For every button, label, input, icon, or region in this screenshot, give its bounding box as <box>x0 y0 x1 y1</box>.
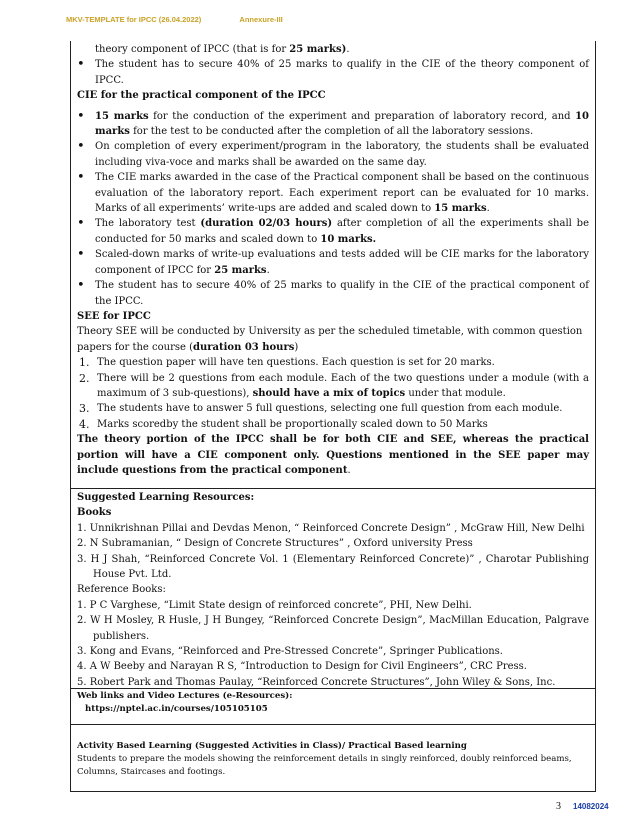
bullet-scaled-down: • Scaled-down marks of write-up evaluations and tests added will be CIE marks for the laboratory component of IPCC for 25 marks. <box>77 247 589 278</box>
bullet-continuous-eval: • The CIE marks awarded in the case of the Practical component shall be based on the continuous evaluation of the laboratory report. Each experiment report can be evaluated for 10 marks. Marks of all experiments’ write-ups are added and scaled down to 15 marks. <box>77 170 589 216</box>
ipcc-summary: The theory portion of the IPCC shall be for both CIE and SEE, whereas the practical portion will have a CIE component only. Questions mentioned in the SEE paper may include questions from the practical component. <box>77 434 589 476</box>
books-heading: Books <box>77 507 112 519</box>
web-links-title: Web links and Video Lectures (e-Resources): <box>77 691 293 701</box>
page-header <box>66 15 283 24</box>
nptel-link[interactable]: https://nptel.ac.in/courses/105105105 <box>85 704 268 714</box>
theory-cont-line: theory component of IPCC (that is for 25 marks). <box>95 44 350 55</box>
bullet-theory-qualify: • The student has to secure 40% of 25 marks to qualify in the CIE of the theory component of IPCC. <box>77 57 589 88</box>
book-item: 3. H J Shah, “Reinforced Concrete Vol. 1 (Elementary Reinforced Concrete)” , Charotar Publishing House Pvt. Ltd. <box>77 553 589 581</box>
reference-item: 5. Robert Park and Thomas Paulay, “Reinforced Concrete Structures”, John Wiley & Sons, Inc. <box>77 676 556 688</box>
bullet-lab-test: • The laboratory test (duration 02/03 hours) after completion of all the experiments shall be conducted for 50 marks and scaled down to 10 marks. <box>77 216 589 247</box>
book-item: 1. Unnikrishnan Pillai and Devdas Menon, “ Reinforced Concrete Design” , McGraw Hill, New Delhi <box>77 522 585 534</box>
document-code: 14082024 <box>573 802 609 811</box>
activity-text: Students to prepare the models showing the reinforcement details in singly reinforced, doubly reinforced beams, Columns, Staircases and footings. <box>77 754 572 777</box>
activity-title: Activity Based Learning (Suggested Activities in Class)/ Practical Based learning <box>77 741 467 751</box>
activity-learning-section <box>70 725 596 792</box>
see-item-2: 2. There will be 2 questions from each module. Each of the two questions under a module (with a maximum of 3 sub-questions), should have a mix of topics under that module. <box>79 371 589 399</box>
reference-item: 1. P C Varghese, “Limit State design of reinforced concrete”, PHI, New Delhi. <box>77 599 472 611</box>
reference-item: 4. A W Beeby and Narayan R S, “Introduction to Design for Civil Engineers”, CRC Press. <box>77 661 527 673</box>
bullet-15-marks: • 15 marks for the conduction of the experiment and preparation of laboratory record, and 10 marks for the test to be conducted after the completion of all the laboratory sessions. <box>77 109 589 140</box>
see-intro: Theory SEE will be conducted by University as per the scheduled timetable, with common question papers for the course (duration 03 hours) <box>77 326 583 353</box>
practical-cie-heading: CIE for the practical component of the IPCC <box>77 90 326 102</box>
book-item: 2. N Subramanian, “ Design of Concrete Structures” , Oxford university Press <box>77 538 473 550</box>
resources-title: Suggested Learning Resources: <box>77 492 255 503</box>
annexure-label: Annexure-III <box>239 15 283 24</box>
reference-item: 2. W H Mosley, R Husle, J H Bungey, “Reinforced Concrete Design”, MacMillan Education, Palgrave publishers. <box>77 615 589 642</box>
see-item-4: 4. Marks scoredby the student shall be proportionally scaled down to 50 Marks <box>79 417 488 431</box>
web-links-section <box>70 689 596 725</box>
see-item-3: 3. The students have to answer 5 full questions, selecting one full question from each module. <box>79 402 563 416</box>
reference-books-heading: Reference Books: <box>77 584 166 596</box>
bullet-evaluation: • On completion of every experiment/program in the laboratory, the students shall be evaluated including viva-voce and marks shall be awarded on the same day. <box>77 139 589 170</box>
page-number: 3 <box>556 801 561 812</box>
reference-item: 3. Kong and Evans, “Reinforced and Pre-Stressed Concrete”, Springer Publications. <box>77 646 503 658</box>
learning-resources-section <box>70 489 596 689</box>
template-label: MKV-TEMPLATE for IPCC (26.04.2022) <box>66 15 202 24</box>
cie-see-section <box>70 41 596 489</box>
see-item-1: 1. The question paper will have ten questions. Each question is set for 20 marks. <box>79 356 495 370</box>
see-heading: SEE for IPCC <box>77 310 151 322</box>
bullet-practical-qualify: • The student has to secure 40% of 25 marks to qualify in the CIE of the practical component of the IPCC. <box>77 278 589 309</box>
